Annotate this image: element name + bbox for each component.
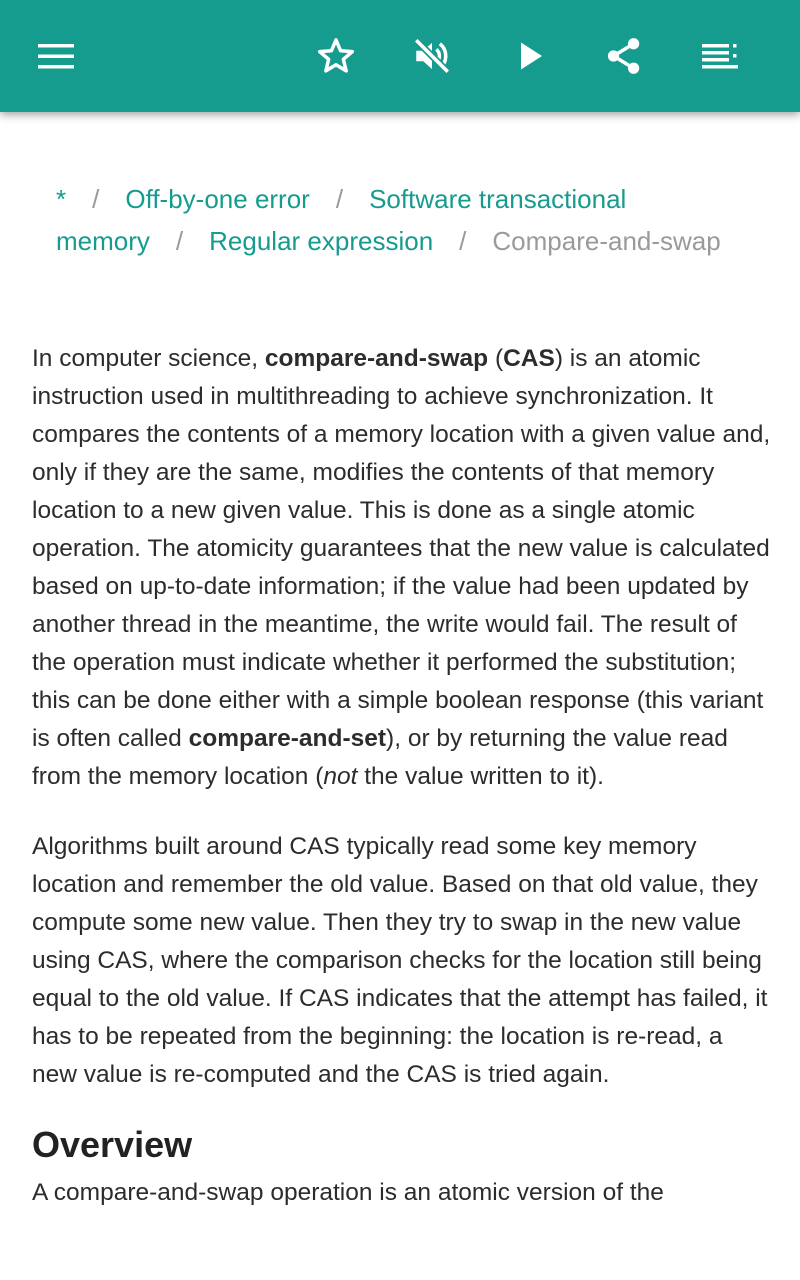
- breadcrumb-item-regular-expression[interactable]: Regular expression: [209, 226, 434, 256]
- breadcrumb-current: Compare-and-swap: [492, 226, 721, 256]
- app-toolbar: [0, 0, 800, 112]
- breadcrumb-separator: /: [459, 226, 467, 256]
- play-button[interactable]: [498, 24, 562, 88]
- star-outline-icon: [315, 35, 357, 77]
- breadcrumb-separator: /: [175, 226, 184, 256]
- mute-button[interactable]: [400, 24, 464, 88]
- algorithms-paragraph: Algorithms built around CAS typically read some key memory location and remember the old value. Based on that old value, they compute some new value. Then they try to swap in the new value using CAS, where the comparison checks for the location still being equal to the old value. If CAS indicates that the attempt has failed, it has to be repeated from the beginning: the location is re-read, a new value is re-computed and the CAS is tried again.: [32, 833, 768, 1088]
- playlist-icon: [700, 36, 740, 76]
- overview-paragraph: A compare-and-swap operation is an atomic version of the: [32, 1179, 664, 1206]
- breadcrumb: [56, 178, 776, 262]
- bookmark-button[interactable]: [304, 24, 368, 88]
- volume-off-icon: [411, 35, 453, 77]
- breadcrumb-item-off-by-one-error[interactable]: Off-by-one error: [125, 184, 310, 214]
- breadcrumb-item-root[interactable]: *: [56, 184, 67, 214]
- article-content: [0, 112, 800, 1280]
- section-heading-overview: Overview: [32, 1124, 193, 1165]
- share-icon: [603, 35, 645, 77]
- breadcrumb-separator: /: [335, 184, 344, 214]
- menu-icon: [36, 36, 76, 76]
- article-body: [32, 340, 772, 1244]
- term-cas: CAS: [503, 345, 555, 372]
- intro-paragraph: In computer science, compare-and-swap (CAS) is an atomic instruction used in multithreading to achieve synchronization. It compares the contents of a memory location with a given value and, only if they are the same, modifies the contents of that memory location to a new given value. This is done as a single atomic operation. The atomicity guarantees that the new value is calculated based on up-to-date information; if the value had been updated by another thread in the meantime, the write would fail. The result of the operation must indicate whether it performed the substitution; this can be done either with a simple boolean response (this variant is often called compare-and-set), or by returning the value read from the memory location (not the value written to it).: [32, 345, 771, 790]
- menu-button[interactable]: [24, 24, 88, 88]
- play-icon: [512, 38, 548, 74]
- term-compare-and-set: compare-and-set: [188, 725, 387, 752]
- breadcrumb-item-software-transactional-memory[interactable]: Software transactional memory: [56, 184, 627, 256]
- share-button[interactable]: [592, 24, 656, 88]
- breadcrumb-separator: /: [92, 184, 100, 214]
- term-compare-and-swap: compare-and-swap: [264, 345, 489, 372]
- playlist-button[interactable]: [688, 24, 752, 88]
